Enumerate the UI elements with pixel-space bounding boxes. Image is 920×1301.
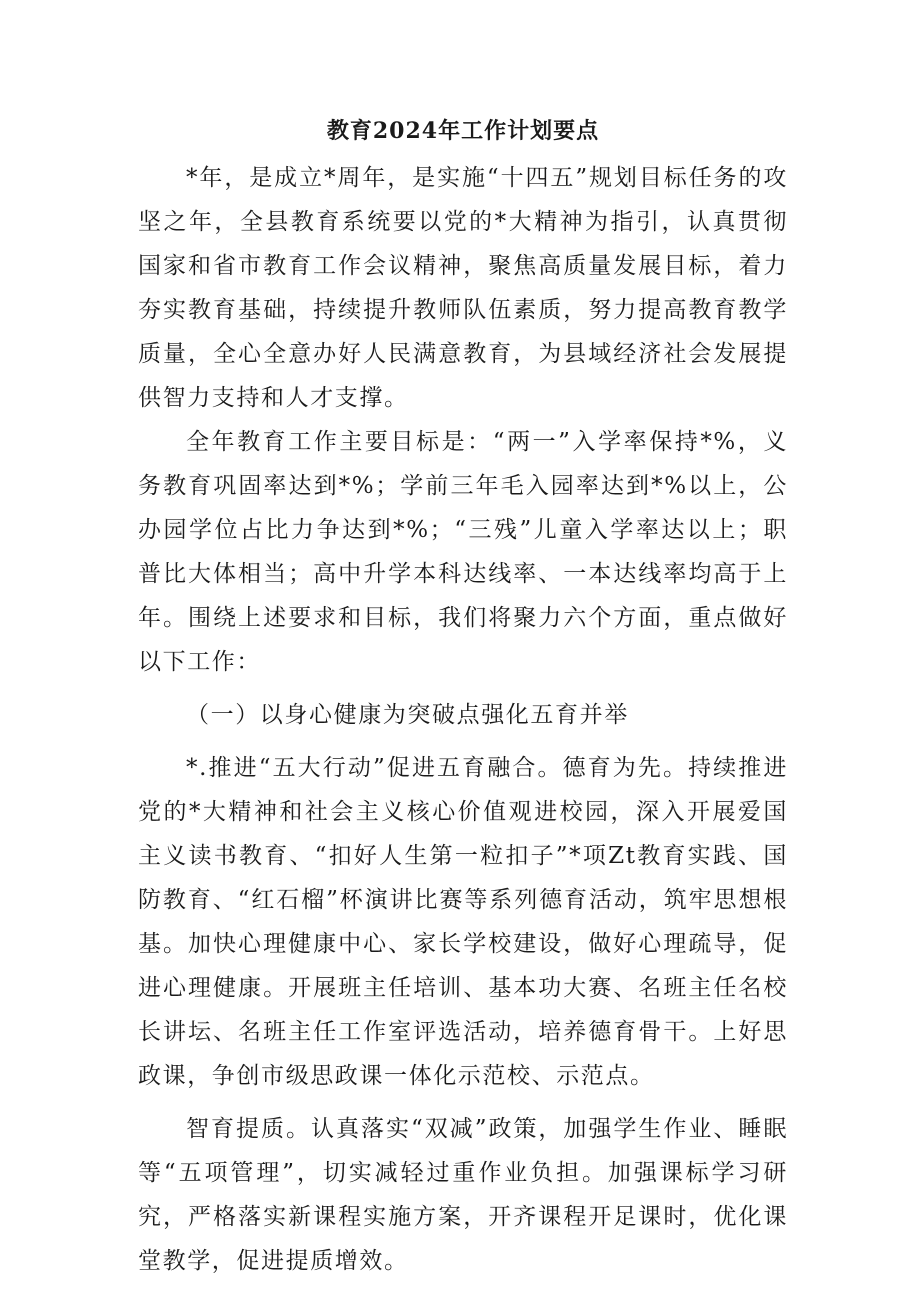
- spacer: [138, 737, 788, 746]
- section-heading: （一）以身心健康为突破点强化五育并举: [186, 702, 629, 728]
- document-title: 教育2024年工作计划要点: [326, 118, 600, 144]
- spacer: [138, 1098, 788, 1107]
- goals-paragraph: 全年教育工作主要目标是：“两一”入学率保持*%，义务教育巩固率达到*%；学前三年毛入园率达到*%以上，公办园学位占比力争达到*%；“三残”儿童入学率达以上；职普比大体相当；高中升学本科达线率、一本达线率均高于上年。围绕上述要求和目标，我们将聚力六个方面，重点做好以下工作：: [138, 429, 788, 675]
- intro-paragraph: *年，是成立*周年，是实施“十四五”规划目标任务的攻坚之年，全县教育系统要以党的*大精神为指引，认真贯彻国家和省市教育工作会议精神，聚焦高质量发展目标，着力夯实教育基础，持续提升教师队伍素质，努力提高教育教学质量，全心全意办好人民满意教育，为县域经济社会发展提供智力支持和人才支撑。: [138, 165, 788, 411]
- moral-education-paragraph: *.推进“五大行动”促进五育融合。德育为先。持续推进党的*大精神和社会主义核心价值观进校园，深入开展爱国主义读书教育、“扣好人生第一粒扣子”*项Zt教育实践、国防教育、“红石榴”杯演讲比赛等系列德育活动，筑牢思想根基。加快心理健康中心、家长学校建设，做好心理疏导，促进心理健康。开展班主任培训、基本功大赛、名班主任名校长讲坛、名班主任工作室评选活动，培养德育骨干。上好思政课，争创市级思政课一体化示范校、示范点。: [138, 755, 788, 1089]
- intellectual-education-paragraph: 智育提质。认真落实“双减”政策，加强学生作业、睡眠等“五项管理”，切实减轻过重作业负担。加强课标学习研究，严格落实新课程实施方案，开齐课程开足课时，优化课堂教学，促进提质增效。: [138, 1116, 788, 1274]
- spacer: [138, 684, 788, 693]
